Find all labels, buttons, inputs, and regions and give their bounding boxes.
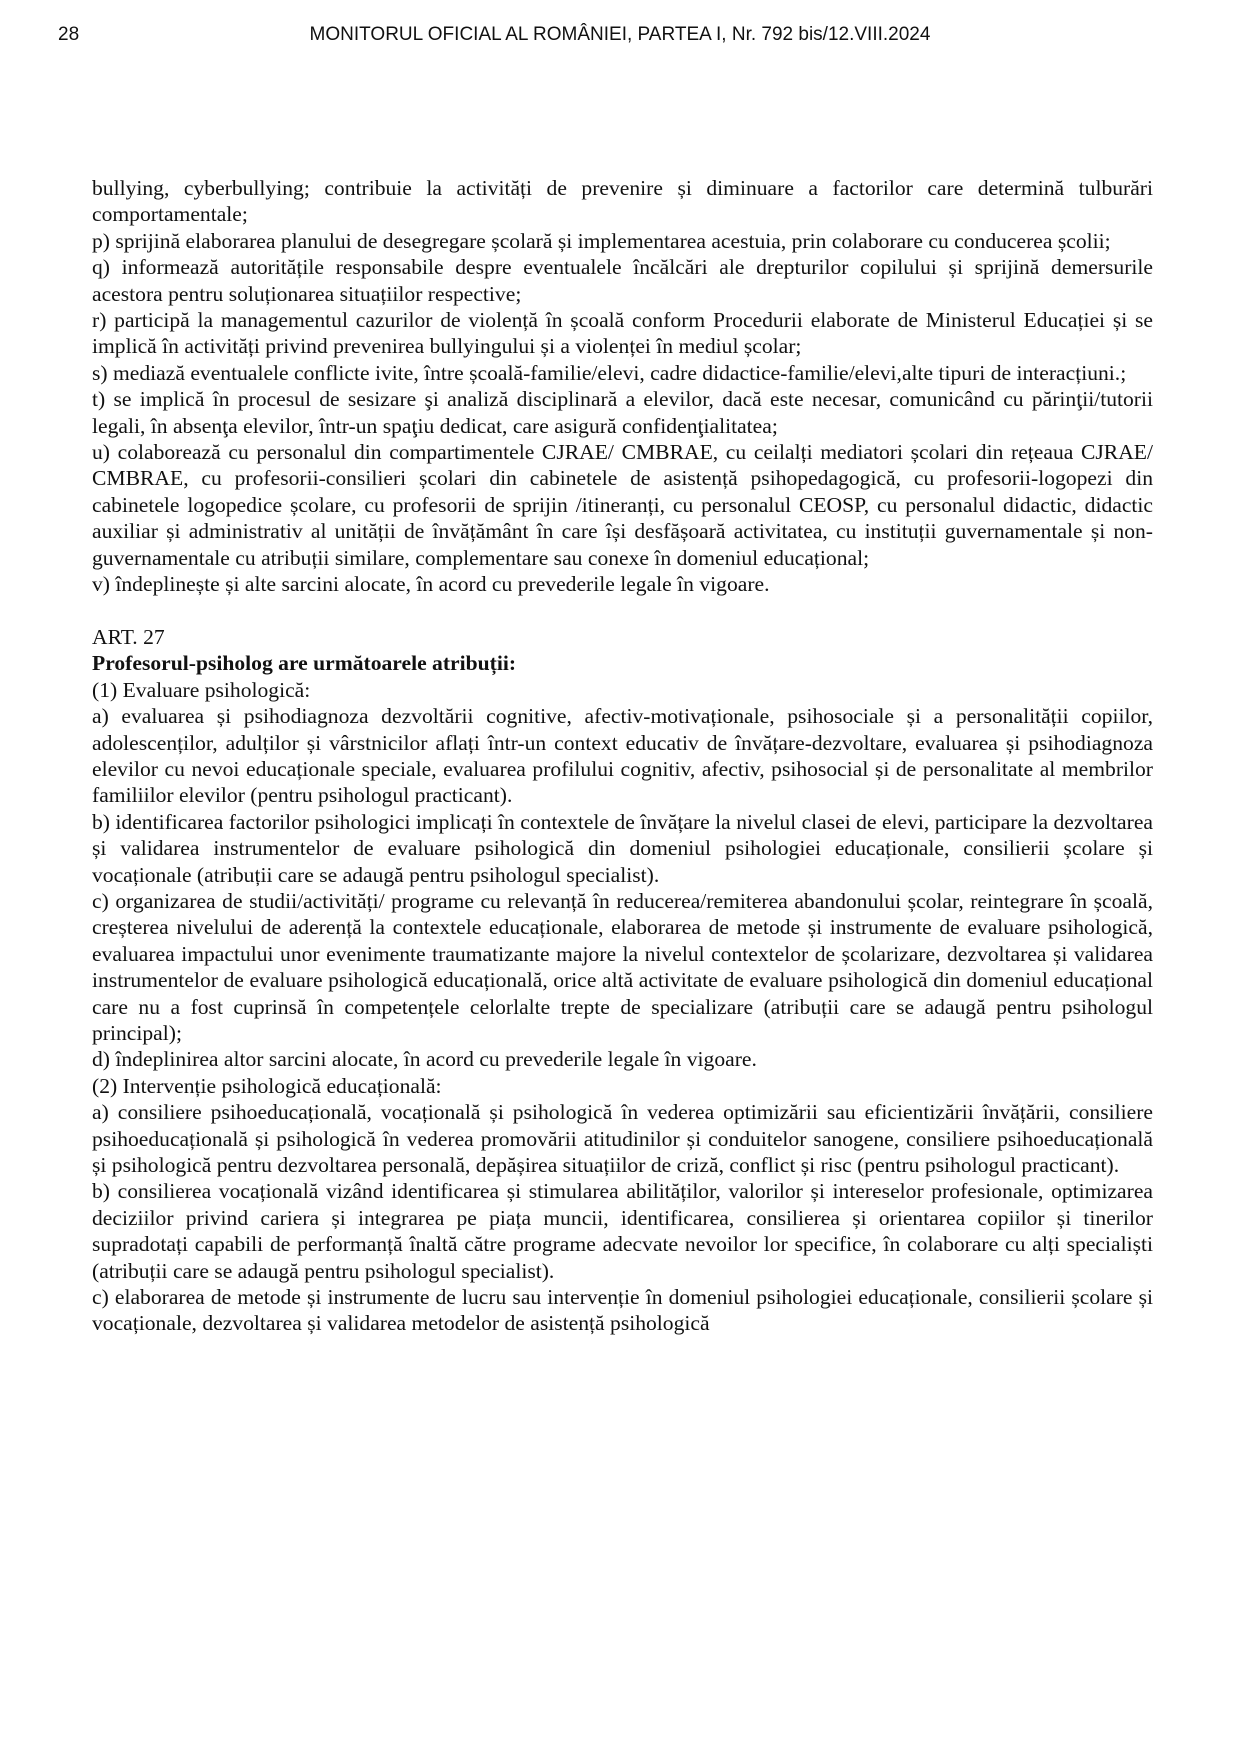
paragraph: b) consilierea vocațională vizând identificarea și stimularea abilităților, valorilor și intereselor profesionale, optimizarea deciziilor privind cariera și integrarea pe piața muncii, identificarea, consilierea și orientarea copiilor și tinerilor supradotați capabili de performanță înaltă către programe adecvate nevoilor lor specifice, în colaborare cu alți specialiști (atribuții care se adaugă pentru psihologul specialist). (92, 1179, 1153, 1283)
paragraph: q) informează autoritățile responsabile despre eventualele încălcări ale drepturilor copilului și sprijină demersurile acestora pentru soluționarea situațiilor respective; (92, 255, 1153, 306)
paragraph: a) consiliere psihoeducațională, vocațională și psihologică în vederea optimizării sau eficientizării învățării, consiliere psihoeducațională și psihologică în vederea promovării atitudinilor și conduitelor sanogene, consiliere psihoeducațională și psihologică pentru dezvoltarea personală, depășirea situațiilor de criză, conflict și risc (pentru psihologul practicant). (92, 1100, 1153, 1178)
blank-line (92, 598, 1153, 624)
article-number: ART. 27 (92, 624, 165, 649)
paragraph: s) mediază eventualele conflicte ivite, între școală-familie/elevi, cadre didactice-familie/elevi,alte tipuri de interacțiuni.; (92, 360, 1127, 385)
paragraph: a) evaluarea și psihodiagnoza dezvoltării cognitive, afectiv-motivaționale, psihosociale și a personalității copiilor, adolescenților, adulților și vârstnicilor aflați într-un context educativ de învățare-dezvoltare, evaluarea și psihodiagnoza elevilor cu nevoi educaționale speciale, evaluarea profilului cognitiv, afectiv, psihosocial și de personalitate al membrilor familiilor elevilor (pentru psihologul practicant). (92, 704, 1153, 808)
paragraph: v) îndeplinește și alte sarcini alocate, în acord cu prevederile legale în vigoare. (92, 572, 770, 597)
paragraph: u) colaborează cu personalul din compartimentele CJRAE/ CMBRAE, cu ceilalți mediatori școlari din rețeaua CJRAE/ CMBRAE, cu profesorii-consilieri școlari din cabinetele de asistență psihopedagogică, cu profesorii-logopezi din cabinetele logopedice școlare, cu profesorii de sprijin /itineranți, cu personalul CEOSP, cu personalul didactic, didactic auxiliar și administrativ al unității de învățământ în care își desfășoară activitatea, cu instituții guvernamentale și non-guvernamentale cu atribuții similare, complementare sau conexe în domeniul educațional; (92, 440, 1153, 570)
paragraph: p) sprijină elaborarea planului de desegregare școlară și implementarea acestuia, prin colaborare cu conducerea școlii; (92, 228, 1111, 253)
document-body (92, 175, 1153, 1337)
paragraph: b) identificarea factorilor psihologici implicați în contextele de învățare la nivelul clasei de elevi, participare la dezvoltarea și validarea instrumentelor de evaluare psihologică din domeniul psihologiei educaționale, consilierii școlare și vocaționale (atribuții care se adaugă pentru psihologul specialist). (92, 809, 1153, 887)
page-number: 28 (58, 24, 80, 45)
paragraph: c) elaborarea de metode și instrumente de lucru sau intervenție în domeniul psihologiei educaționale, consilierii școlare și vocaționale, dezvoltarea și validarea metodelor de asistență psihologică (92, 1285, 1153, 1336)
article-heading: Profesorul-psiholog are următoarele atribuții: (92, 651, 517, 676)
paragraph: r) participă la managementul cazurilor de violență în școală conform Procedurii elaborate de Ministerul Educației și se implică în activități privind prevenirea bullyingului și a violenței în mediul școlar; (92, 308, 1153, 359)
paragraph: c) organizarea de studii/activități/ programe cu relevanță în reducerea/remiterea abandonului școlar, reintegrare în școală, creșterea nivelului de aderență la contextele educaționale, elaborarea de metode și instrumente de evaluare psihologică, evaluarea impactului unor evenimente traumatizante majore la nivelul contextelor de școlarizare, dezvoltarea și validarea instrumentelor de evaluare psihologică educațională, orice altă activitate de evaluare psihologică din domeniul educațional care nu a fost cuprinsă în competențele celorlalte trepte de specializare (atribuții care se adaugă pentru psihologul principal); (92, 888, 1153, 1045)
paragraph: d) îndeplinirea altor sarcini alocate, în acord cu prevederile legale în vigoare. (92, 1047, 757, 1072)
publication-title: MONITORUL OFICIAL AL ROMÂNIEI, PARTEA I, Nr. 792 bis/12.VIII.2024 (309, 24, 931, 45)
page-header (0, 24, 1240, 50)
paragraph: bullying, cyberbullying; contribuie la activități de prevenire și diminuare a factorilor care determină tulburări comportamentale; (92, 176, 1153, 227)
paragraph: t) se implică în procesul de sesizare şi analiză disciplinară a elevilor, dacă este necesar, comunicând cu părinţii/tutorii legali, în absenţa elevilor, într-un spaţiu dedicat, care asigură confidenţialitatea; (92, 387, 1153, 438)
section-heading: (1) Evaluare psihologică: (92, 677, 311, 702)
section-heading: (2) Intervenție psihologică educațională: (92, 1073, 442, 1098)
